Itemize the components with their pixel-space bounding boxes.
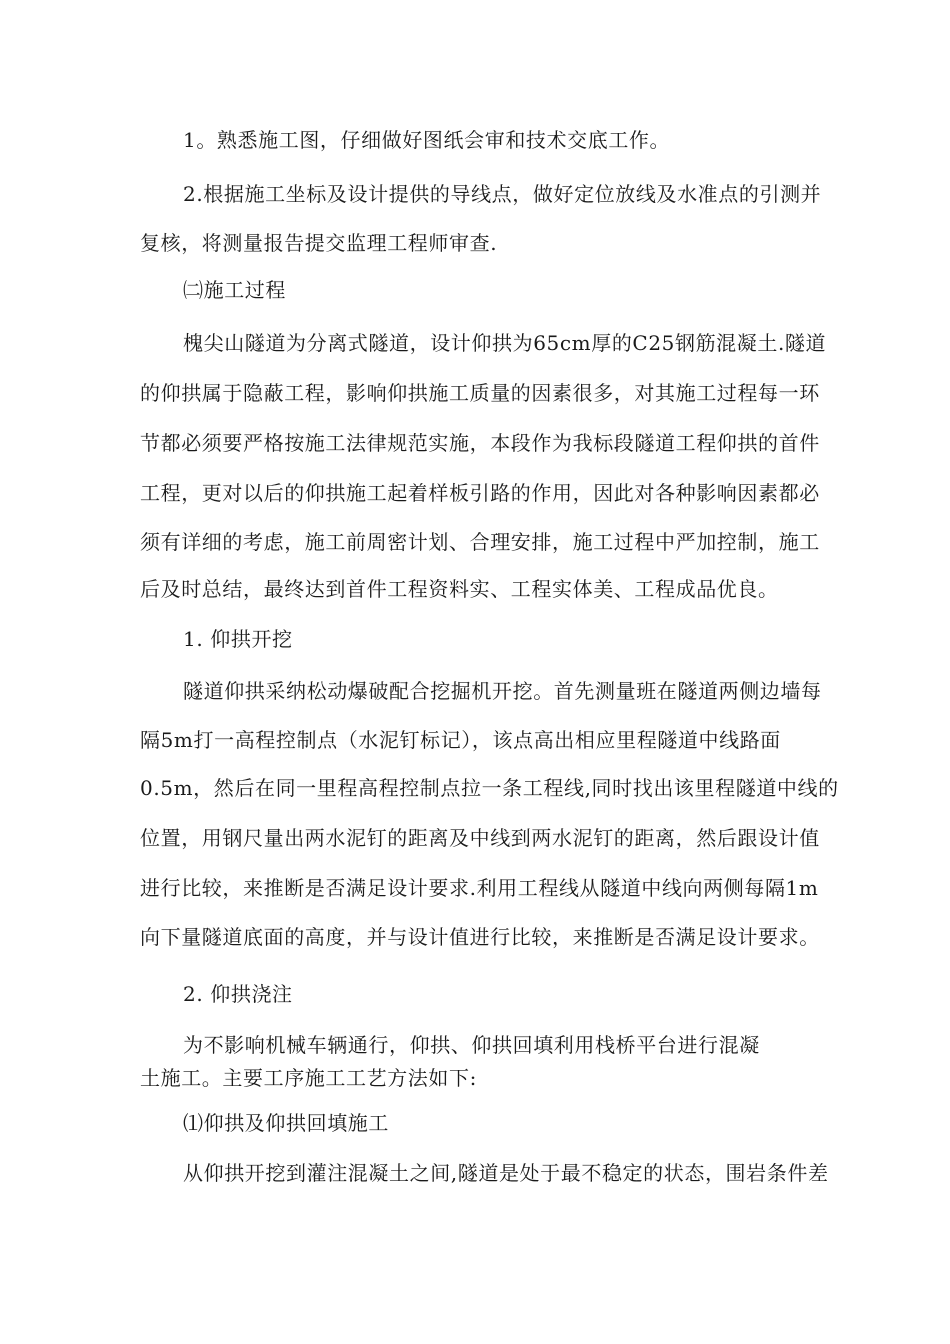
step-2-line: 2.根据施工坐标及设计提供的导线点，做好定位放线及水准点的引测并 bbox=[183, 182, 822, 206]
paragraph-line: 0.5m，然后在同一里程高程控制点拉一条工程线,同时找出该里程隧道中线的 bbox=[140, 776, 839, 800]
step-2-line-continued: 复核，将测量报告提交监理工程师审查. bbox=[140, 231, 498, 255]
paragraph-line: 向下量隧道底面的高度，并与设计值进行比较，来推断是否满足设计要求。 bbox=[140, 925, 820, 949]
paragraph-line: 位置，用钢尺量出两水泥钉的距离及中线到两水泥钉的距离，然后跟设计值 bbox=[140, 826, 820, 850]
paragraph-line: 槐尖山隧道为分离式隧道，设计仰拱为65cm厚的C25钢筋混凝土.隧道 bbox=[183, 331, 827, 355]
paragraph-line: 为不影响机械车辆通行，仰拱、仰拱回填利用栈桥平台进行混凝 bbox=[183, 1033, 760, 1057]
paragraph-line: 须有详细的考虑，施工前周密计划、合理安排，施工过程中严加控制，施工 bbox=[140, 530, 820, 554]
paragraph-line: 节都必须要严格按施工法律规范实施，本段作为我标段隧道工程仰拱的首件 bbox=[140, 431, 820, 455]
paragraph-line: 土施工。主要工序施工工艺方法如下: bbox=[140, 1066, 477, 1090]
paragraph-line: 的仰拱属于隐蔽工程，影响仰拱施工质量的因素很多，对其施工过程每一环 bbox=[140, 381, 820, 405]
section-heading-construction-process: ㈡施工过程 bbox=[183, 278, 286, 302]
paragraph-line: 从仰拱开挖到灌注混凝土之间,隧道是处于最不稳定的状态，围岩条件差 bbox=[183, 1161, 829, 1185]
paragraph-line: 后及时总结，最终达到首件工程资料实、工程实体美、工程成品优良。 bbox=[140, 577, 779, 601]
subheading-invert-excavation: 1. 仰拱开挖 bbox=[183, 627, 293, 651]
subheading-invert-backfill: ⑴仰拱及仰拱回填施工 bbox=[183, 1111, 389, 1135]
paragraph-line: 隧道仰拱采纳松动爆破配合挖掘机开挖。首先测量班在隧道两侧边墙每 bbox=[183, 679, 822, 703]
paragraph-line: 工程，更对以后的仰拱施工起着样板引路的作用，因此对各种影响因素都必 bbox=[140, 481, 820, 505]
subheading-invert-pouring: 2. 仰拱浇注 bbox=[183, 982, 293, 1006]
step-1-line: 1。熟悉施工图，仔细做好图纸会审和技术交底工作。 bbox=[183, 128, 671, 152]
paragraph-line: 进行比较，来推断是否满足设计要求.利用工程线从隧道中线向两侧每隔1m bbox=[140, 876, 819, 900]
paragraph-line: 隔5m打一高程控制点（水泥钉标记），该点高出相应里程隧道中线路面 bbox=[140, 728, 781, 752]
